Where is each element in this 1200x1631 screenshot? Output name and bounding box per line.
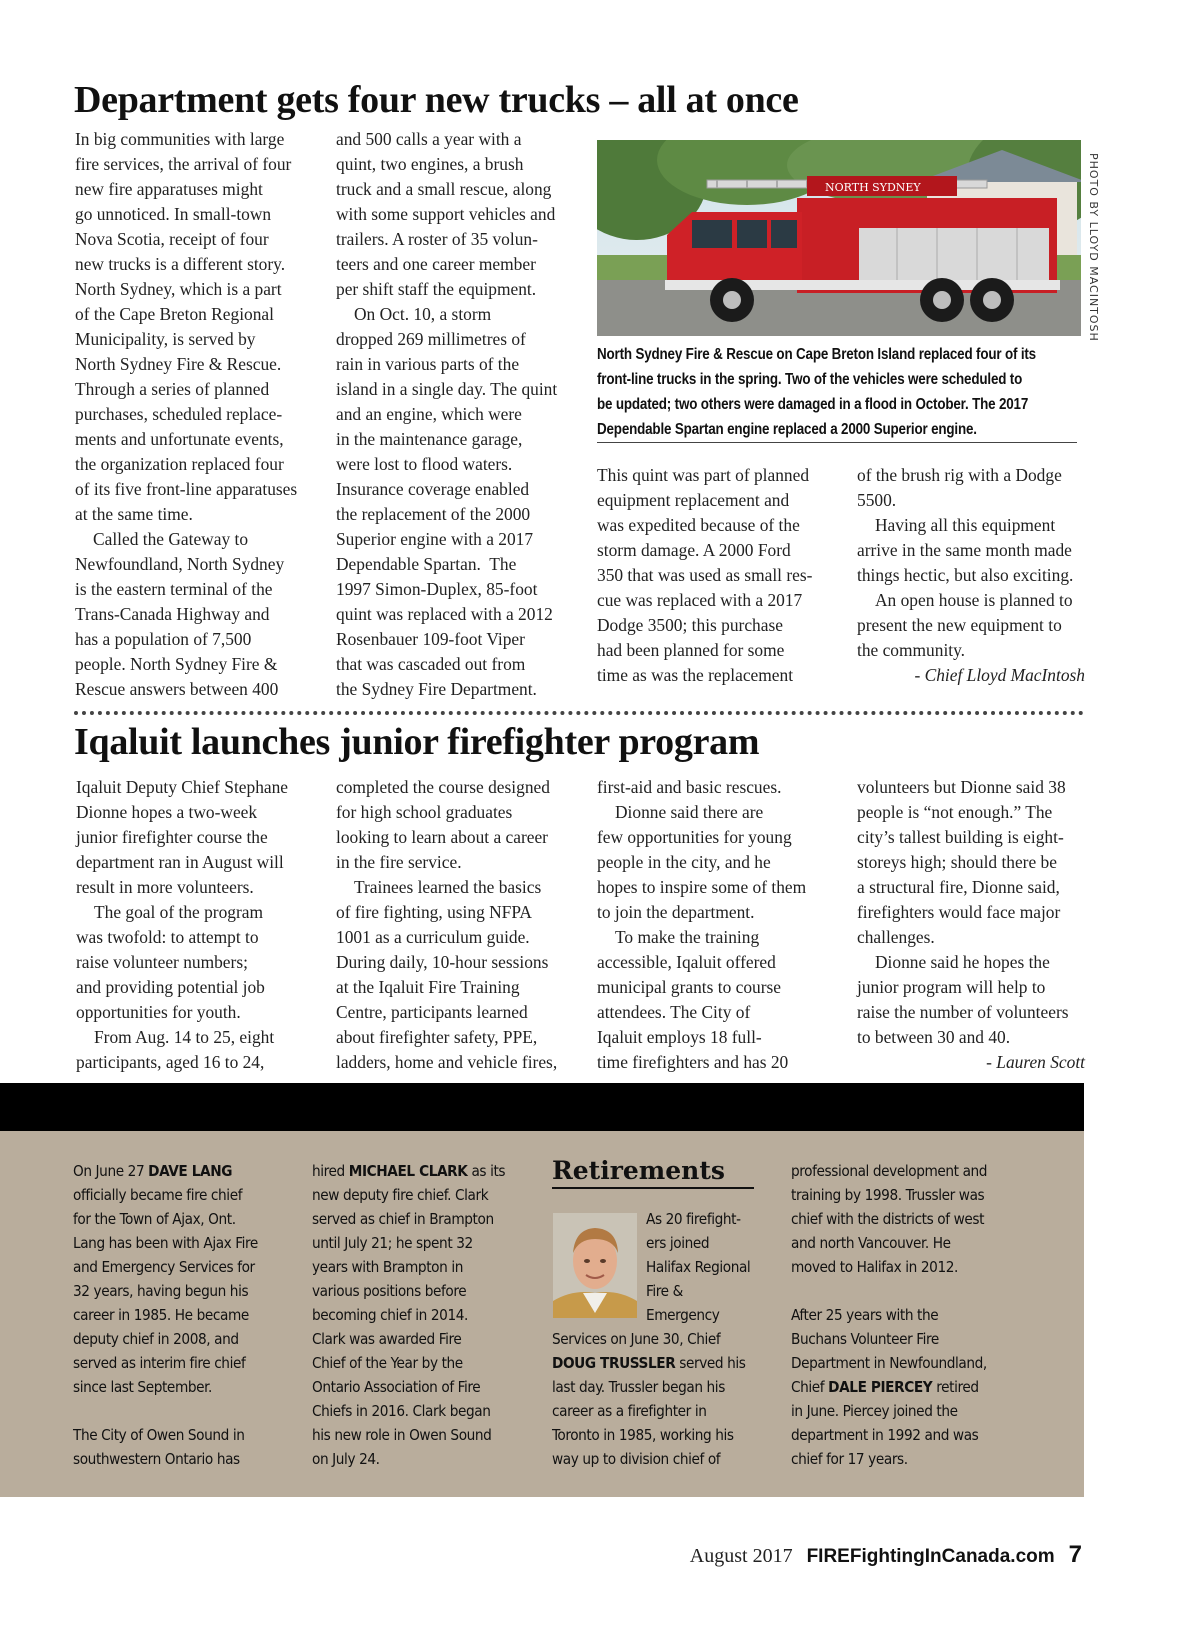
issue-date: August 2017 [689,1545,793,1567]
author-signature: - Chief Lloyd MacIntosh [914,665,1085,685]
article-column: of the brush rig with a Dodge 5500. Having all this equipment arrive in the same month made things hectic, but also exciting. An open house is planned to present the new equipment to the community. - Chief Lloyd MacIntosh [857,463,1085,688]
article-headline: Department gets four new trucks – all at once [74,79,799,121]
article-headline: Iqaluit launches junior firefighter program [74,721,760,763]
panel-column: hired MICHAEL CLARK as its new deputy fire chief. Clark served as chief in Brampton until July 21; he spent 32 years with Brampton in various positions before becoming chief in 2014. Clark was awarded Fire Chief of the Year by the Ontario Association of Fire Chiefs in 2016. Clark began his new role in Owen Sound on July 24. [312,1162,506,1468]
retirements-heading: Retirements [552,1156,754,1189]
article-column: and 500 calls a year with a quint, two engines, a brush truck and a small rescue, along with some support vehicles and trailers. A roster of 35 volun- teers and one career member per shift staff the equipment. On Oct. 10, a storm dropped 269 millimetres of rain in various parts of the island in a single day. The quint and an engine, which were in the maintenance garage, were lost to flood waters. Insurance coverage enabled the replacement of the 2000 Superior engine with a 2017 Dependable Spartan. The 1997 Simon-Duplex, 85-foot quint was replaced with a 2012 Rosenbauer 109-foot Viper that was cascaded out from the Sydney Fire Department. [336,129,558,699]
retirements-column [552,1156,754,1197]
panel-column: Services on June 30, Chief DOUG TRUSSLER served his last day. Trussler began his career as a firefighter in Toronto in 1985, working his way up to division chief of [552,1330,746,1468]
truck-lettering: NORTH SYDNEY [825,181,921,194]
page-footer [690,1541,1082,1569]
article-column: In big communities with large fire services, the arrival of four new fire apparatuses might go unnoticed. In small-town Nova Scotia, receipt of four new trucks is a different story. North Sydney, which is a part of the Cape Breton Regional Municipality, is served by North Sydney Fire & Rescue. Through a series of planned purchases, scheduled replace- ments and unfortunate events, the organization replaced four of its five front-line apparatuses at the same time. Called the Gateway to Newfoundland, North Sydney is the eastern terminal of the Trans-Canada Highway and has a population of 7,500 people. North Sydney Fire & Rescue answers between 400 [75,129,298,699]
panel-column: professional development and training by 1998. Trussler was chief with the districts of west and north Vancouver. He moved to Halifax in 2012. After 25 years with the Buchans Volunteer Fire Department in Newfoundland, Chief DALE PIERCEY retired in June. Piercey joined the department in 1992 and was chief for 17 years. [791,1162,988,1468]
page-number: 7 [1068,1541,1082,1568]
photo-credit: PHOTO BY LLOYD MACINTOSH [1087,153,1100,342]
panel-column: As 20 firefight- ers joined Halifax Regional Fire & Emergency [646,1210,751,1324]
article-column: first-aid and basic rescues. Dionne said there are few opportunities for young people in the city, and he hopes to inspire some of them to join the department. To make the training accessible, Iqaluit offered municipal grants to course attendees. The City of Iqaluit employs 18 full- time firefighters and has 20 [597,777,807,1072]
caption-rule [597,442,1077,443]
photo-caption: North Sydney Fire & Rescue on Cape Breton Island replaced four of its front-line trucks in the spring. Two of the vehicles were scheduled to be updated; two others were damaged in a flood in October. The 2017 Dependable Spartan engine replaced a 2000 Superior engine. [597,346,1036,438]
section-divider [74,711,1084,715]
author-signature: - Lauren Scott [986,1052,1085,1072]
article-column: Iqaluit Deputy Chief Stephane Dionne hopes a two-week junior firefighter course the department ran in August will result in more volunteers. The goal of the program was twofold: to attempt to raise volunteer numbers; and providing potential job opportunities for youth. From Aug. 14 to 25, eight participants, aged 16 to 24, [76,777,289,1072]
article-column: completed the course designed for high school graduates looking to learn about a career in the fire service. Trainees learned the basics of fire fighting, using NFPA 1001 as a curriculum guide. During daily, 10-hour sessions at the Iqaluit Fire Training Centre, participants learned about firefighter safety, PPE, ladders, home and vehicle fires, [336,777,558,1072]
fire-truck-photo [597,140,1081,336]
portrait-photo [553,1213,637,1318]
website-link[interactable]: FIREFightingInCanada.com [806,1546,1055,1567]
article-column: volunteers but Dionne said 38 people is “not enough.” The city’s tallest building is eight- storeys high; should there be a structural fire, Dionne said, firefighters would face major challenges. Dionne said he hopes the junior program will help to raise the number of volunteers to between 30 and 40. - Lauren Scott [857,775,1085,1075]
panel-column: On June 27 DAVE LANG officially became fire chief for the Town of Ajax, Ont. Lang has been with Ajax Fire and Emergency Services for 32 years, having begun his career in 1985. He became deputy chief in 2008, and served as interim fire chief since last September. The City of Owen Sound in southwestern Ontario has [73,1162,258,1468]
article-column: This quint was part of planned equipment replacement and was expedited because of the storm damage. A 2000 Ford 350 that was used as small res- cue was replaced with a 2017 Dodge 3500; this purchase had been planned for some time as was the replacement [597,465,813,685]
